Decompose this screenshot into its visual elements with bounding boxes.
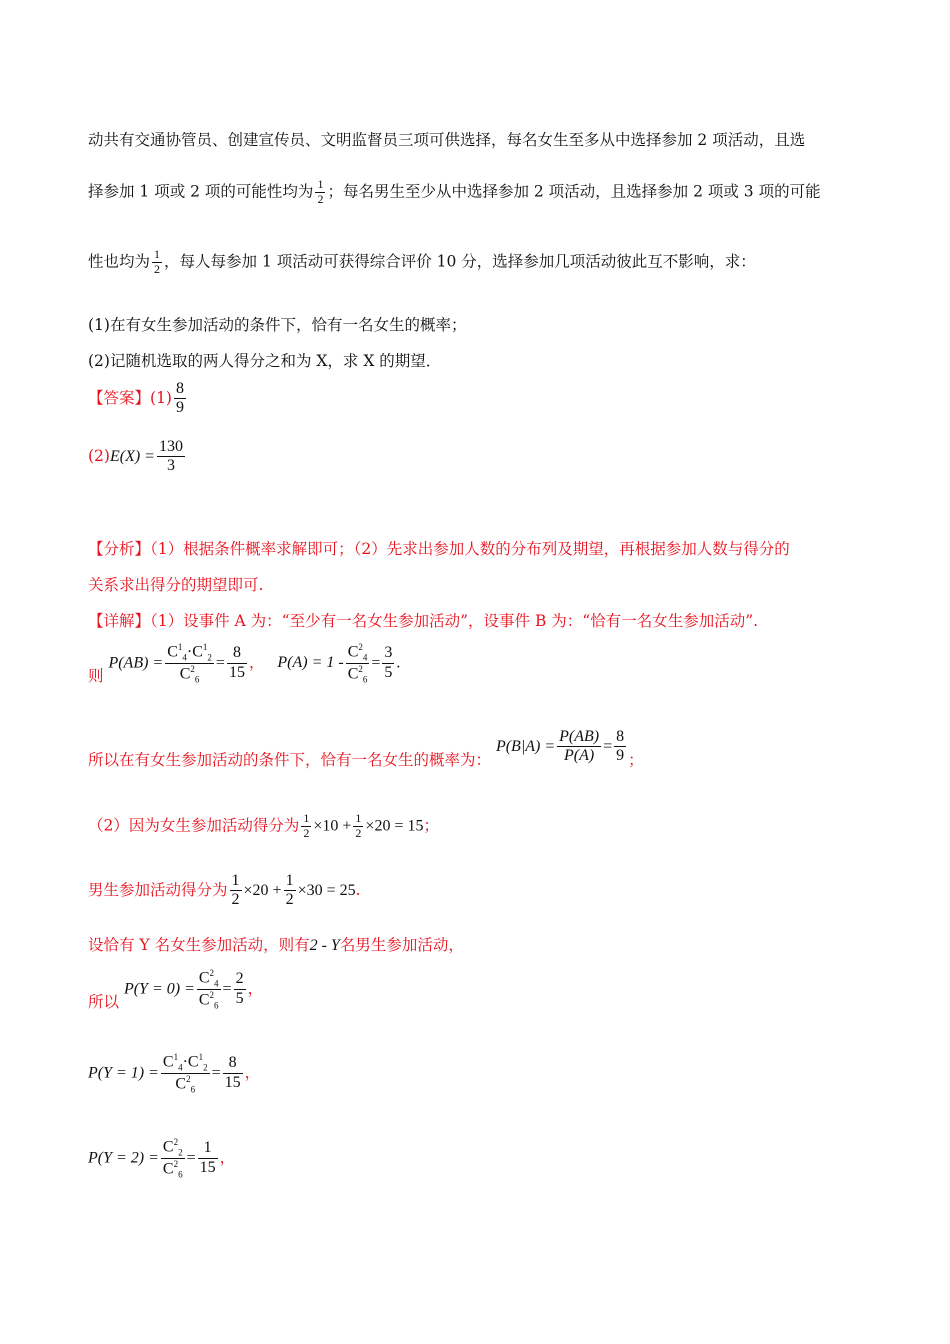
py1-lhs: P(Y = 1) = bbox=[88, 1064, 159, 1082]
py2-lhs: P(Y = 2) = bbox=[88, 1149, 159, 1167]
detail-ze: 则 bbox=[88, 667, 104, 686]
suoyi: 所以 bbox=[88, 993, 120, 1012]
py2-combination-fraction: $\frac{C^2_2}{C^2_6}$ bbox=[162, 1137, 183, 1180]
py2-result-fraction: $\frac{1}{15}$ bbox=[199, 1139, 216, 1176]
problem-line-3 bbox=[88, 248, 756, 277]
answer-line-1 bbox=[88, 380, 188, 418]
detail-py0-line: 所以 P(Y = 0) = $\frac{C^2_4}{C^2_6}$ = $\frac{2}{5}$ ， bbox=[88, 968, 264, 1012]
analysis-label: 【分析】 bbox=[88, 540, 151, 558]
y-text-a: 设恰有 Y 名女生参加活动，则有 bbox=[88, 936, 310, 954]
pba-fraction: $\frac{P(AB)}{P(A)}$ bbox=[559, 728, 600, 765]
py0-lhs: P(Y = 0) = bbox=[123, 980, 195, 998]
problem-line-3b: ，每人每参加 1 项活动可获得综合评价 10 分，选择参加几项活动彼此互不影响，求： bbox=[164, 252, 756, 271]
analysis-text-1: （1）根据条件概率求解即可；（2）先求出参加人数的分布列及期望，再根据参加人数与得分的 bbox=[150, 540, 790, 558]
py1-combination-fraction: $\frac{C^1_4\cdot C^1_2}{C^2_6}$ bbox=[162, 1052, 208, 1095]
answer-part-2: (2) bbox=[88, 446, 110, 465]
analysis-line-1 bbox=[88, 537, 790, 559]
py1-result-fraction: $\frac{8}{15}$ bbox=[224, 1054, 241, 1091]
problem-line-2b: ；每名男生至少从中选择参加 2 项活动，且选择参加 2 项或 3 项的可能 bbox=[327, 182, 821, 201]
detail-py1-line: P(Y = 1) = $\frac{C^1_4\cdot C^1_2}{C^2_6}$ = $\frac{8}{15}$ ， bbox=[88, 1052, 261, 1095]
pba-lhs: P(B|A) = bbox=[495, 737, 556, 755]
question-2: (2)记随机选取的两人得分之和为 X，求 X 的期望． bbox=[88, 352, 442, 370]
y-text-b: 名男生参加活动， bbox=[339, 936, 464, 954]
fraction-half: $\frac{1}{2}$ bbox=[317, 177, 324, 206]
answer-2-fraction: $\frac{130}{3}$ bbox=[158, 438, 183, 475]
detail-cond-line: 所以在有女生参加活动的条件下，恰有一名女生的概率为： P(B|A) = $\frac{P(AB)}{P(A)}$ = $\frac{8}{9}$ ； bbox=[88, 728, 644, 769]
fraction-half: $\frac{1}{2}$ bbox=[355, 811, 362, 840]
girl-score-text: （2）因为女生参加活动得分为 bbox=[88, 816, 300, 835]
py0-result-fraction: $\frac{2}{5}$ bbox=[235, 970, 244, 1007]
problem-line-1: 动共有交通协管员、创建宣传员、文明监督员三项可供选择，每名女生至多从中选择参加 2 项活动，且选 bbox=[88, 131, 806, 149]
detail-girl-score-line: （2）因为女生参加活动得分为 $\frac{1}{2}$ ×10 + $\frac{1}{2}$ ×20 = 15； bbox=[88, 811, 439, 840]
detail-label: 【详解】 bbox=[88, 612, 151, 630]
fraction-half: $\frac{1}{2}$ bbox=[154, 247, 161, 276]
problem-line-3a: 性也均为 bbox=[88, 252, 151, 271]
analysis-line-2: 关系求出得分的期望即可. bbox=[88, 576, 264, 594]
answer-label: 【答案】 bbox=[88, 388, 151, 407]
detail-line-1 bbox=[88, 609, 758, 631]
pa-result-fraction: $\frac{3}{5}$ bbox=[384, 644, 393, 681]
answer-part-1: (1) bbox=[150, 388, 172, 407]
two-minus-y: 2 - Y bbox=[309, 937, 340, 954]
fraction-half: $\frac{1}{2}$ bbox=[303, 811, 310, 840]
detail-text-1: （1）设事件 A 为：“至少有一名女生参加活动”，设事件 B 为：“恰有一名女生参加活动”. bbox=[150, 612, 759, 630]
pa-lhs: P(A) = 1 - bbox=[277, 654, 344, 672]
answer-1-fraction: $\frac{8}{9}$ bbox=[175, 380, 184, 417]
py0-combination-fraction: $\frac{C^2_4}{C^2_6}$ bbox=[198, 968, 219, 1011]
fraction-half: $\frac{1}{2}$ bbox=[231, 872, 240, 909]
problem-line-2a: 择参加 1 项或 2 项的可能性均为 bbox=[88, 182, 314, 201]
pba-result-fraction: $\frac{8}{9}$ bbox=[616, 728, 625, 765]
answer-line-2 bbox=[88, 438, 187, 476]
cond-text: 所以在有女生参加活动的条件下，恰有一名女生的概率为： bbox=[88, 750, 492, 769]
pab-lhs: P(AB) = bbox=[108, 654, 164, 672]
boy-score-text: 男生参加活动得分为 bbox=[88, 880, 228, 899]
detail-pab-line: 则 P(AB) = $\frac{C^1_4\cdot C^1_2}{C^2_6}$ = $\frac{8}{15}$ ， P(A) = 1 - $\frac{C^2_4}{C^2_6}$ = $\frac{3}{5}$ . bbox=[88, 642, 401, 686]
pab-result-fraction: $\frac{8}{15}$ bbox=[228, 644, 245, 681]
detail-py2-line: P(Y = 2) = $\frac{C^2_2}{C^2_6}$ = $\frac{1}{15}$ ， bbox=[88, 1137, 236, 1180]
comma: ， bbox=[248, 653, 265, 672]
detail-y-line bbox=[88, 933, 464, 955]
pab-combination-fraction: $\frac{C^1_4\cdot C^1_2}{C^2_6}$ bbox=[167, 642, 212, 685]
fraction-half: $\frac{1}{2}$ bbox=[285, 872, 294, 909]
problem-line-2 bbox=[88, 178, 821, 207]
pa-combination-fraction: $\frac{C^2_4}{C^2_6}$ bbox=[347, 642, 368, 685]
question-1: (1)在有女生参加活动的条件下，恰有一名女生的概率； bbox=[88, 316, 467, 334]
answer-2-lhs: E(X) = bbox=[109, 447, 155, 465]
detail-boy-score-line: 男生参加活动得分为 $\frac{1}{2}$ ×20 + $\frac{1}{2}$ ×30 = 25. bbox=[88, 872, 361, 909]
